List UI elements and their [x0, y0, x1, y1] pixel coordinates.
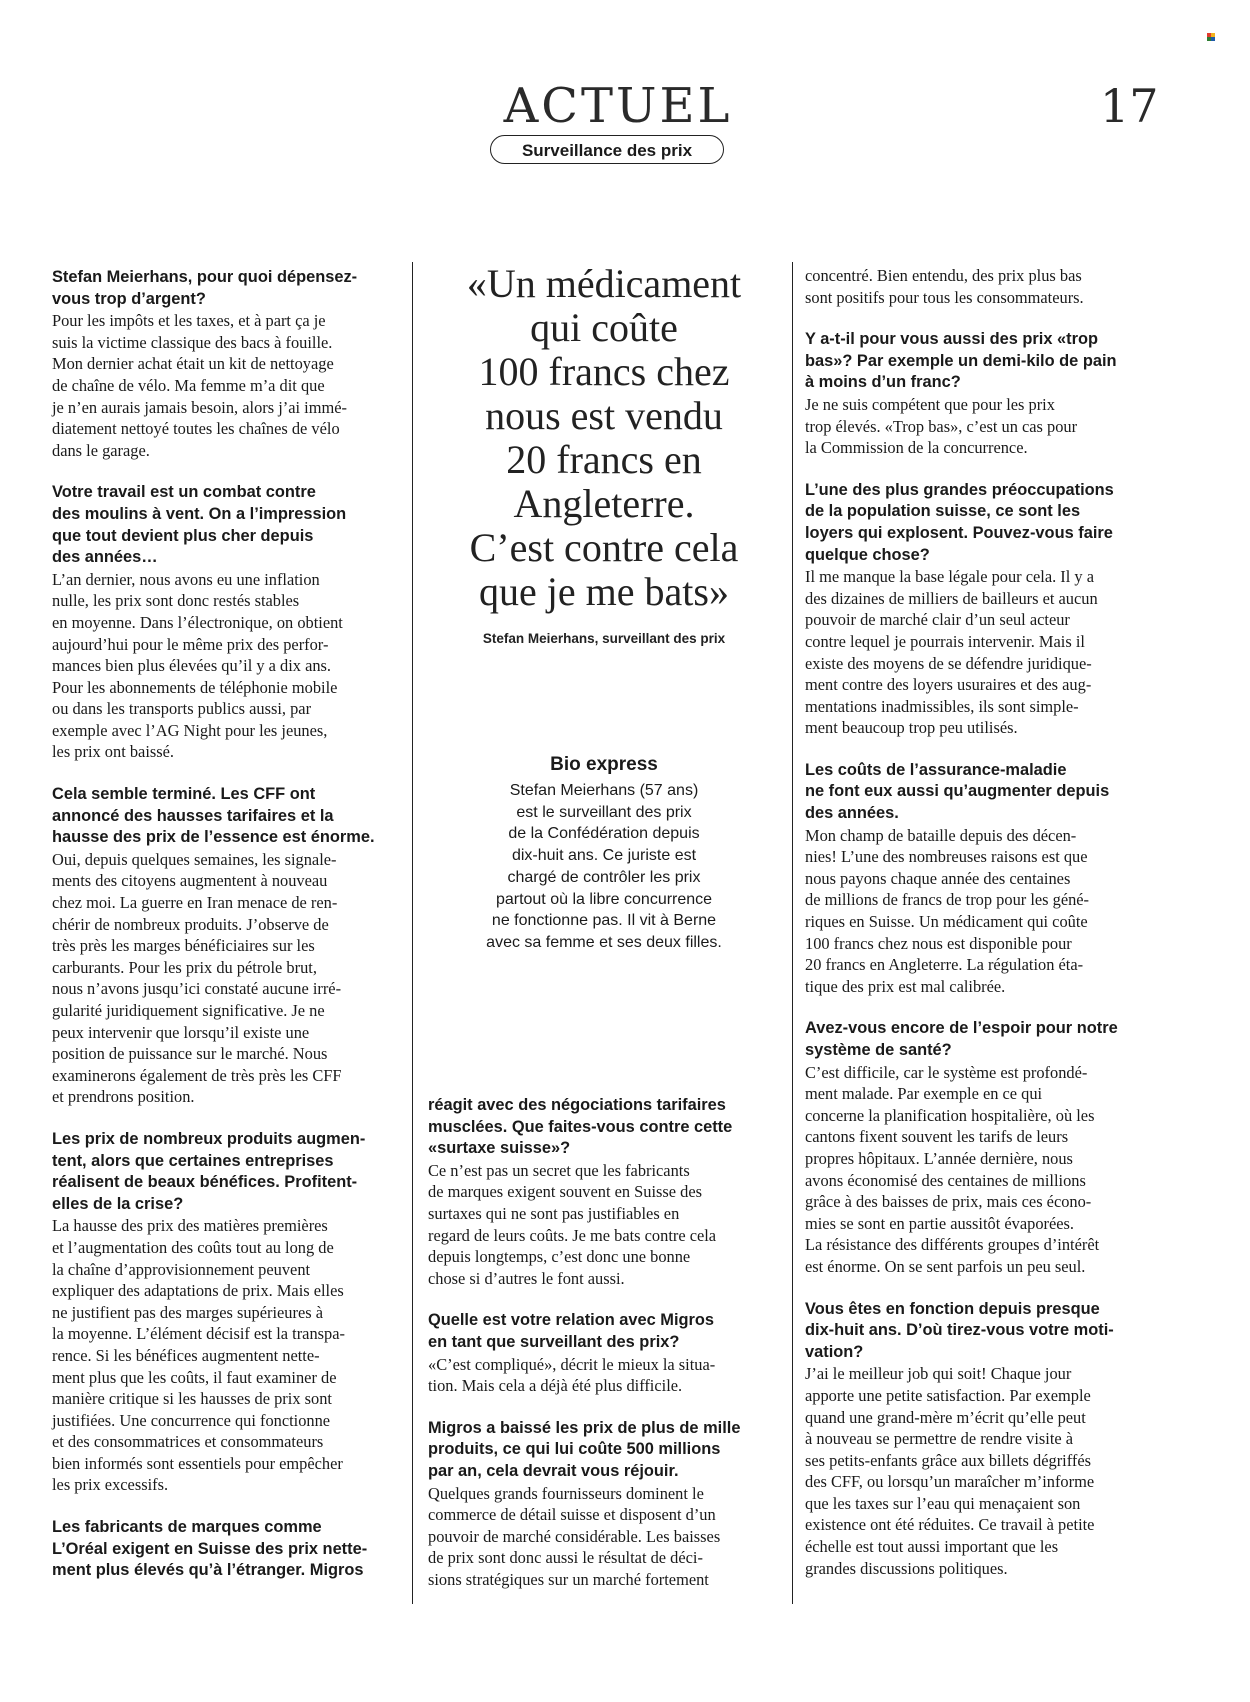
interview-answer-line: des CFF, ou lorsqu’un maraîcher m’informe: [805, 1472, 1095, 1492]
bio-line: partout où la libre concurrence: [495, 890, 713, 908]
interview-answer-line: pouvoir de marché considérable. Les baisses: [428, 1526, 721, 1546]
interview-question-line: L’une des plus grandes préoccupations: [805, 480, 1114, 499]
interview-answer-line: propres hôpitaux. L’année dernière, nous: [805, 1148, 1073, 1168]
interview-question: [805, 480, 1150, 566]
interview-answer: [52, 569, 394, 763]
interview-answer: [805, 566, 1150, 739]
interview-answer-line: depuis longtemps, c’est donc une bonne: [428, 1247, 691, 1267]
pull-quote-line: nous est vendu: [485, 393, 723, 438]
interview-answer-line: existence ont été réduites. Ce travail à petite: [805, 1515, 1095, 1535]
interview-question-line: dix-huit ans. D’où tirez-vous votre moti-: [805, 1321, 1114, 1340]
pull-quote-line: 100 francs chez: [478, 349, 730, 394]
interview-answer: [805, 825, 1150, 998]
interview-answer-line: apporte une petite satisfaction. Par exemple: [805, 1385, 1091, 1405]
interview-question: [805, 760, 1150, 825]
interview-answer-line: mentations inadmissibles, ils sont simple-: [805, 696, 1079, 716]
interview-answer-line: dans le garage.: [52, 440, 150, 460]
interview-answer: [428, 1354, 778, 1397]
column-divider-right: [792, 262, 793, 1604]
interview-answer-line: la chaîne d’approvisionnement peuvent: [52, 1259, 311, 1279]
interview-answer-line: et des consommatrices et consommateurs: [52, 1432, 324, 1452]
interview-answer-line: les prix excessifs.: [52, 1475, 169, 1495]
interview-question: [52, 267, 394, 310]
article-column-3: [805, 265, 1150, 1600]
interview-answer-line: des dizaines de milliers de bailleurs et aucun: [805, 588, 1098, 608]
interview-answer: [52, 849, 394, 1108]
bio-text: [460, 780, 748, 954]
interview-question-line: musclées. Que faites-vous contre cette: [428, 1117, 733, 1136]
rubric-badge: Surveillance des prix: [490, 135, 724, 164]
interview-answer-line: cantons fixent souvent les tarifs de leurs: [805, 1127, 1069, 1147]
interview-question-line: annoncé des hausses tarifaires et la: [52, 806, 334, 825]
interview-question-line: Avez-vous encore de l’espoir pour notre: [805, 1019, 1118, 1038]
interview-question: [805, 1018, 1150, 1061]
interview-answer-line: diatement nettoyé toutes les chaînes de vélo: [52, 419, 340, 439]
bio-line: avec sa femme et ses deux filles.: [486, 933, 722, 951]
interview-answer-line: ne justifient pas des marges supérieures à: [52, 1302, 323, 1322]
interview-answer-line: La hausse des prix des matières premières: [52, 1216, 328, 1236]
interview-answer-line: la moyenne. L’élément décisif est la transpa-: [52, 1324, 345, 1344]
interview-question-line: des années.: [805, 804, 899, 823]
interview-question-line: Stefan Meierhans, pour quoi dépensez-: [52, 268, 358, 286]
interview-answer-line: est énorme. On se sent parfois un peu seul.: [805, 1256, 1086, 1276]
interview-answer-line: «C’est compliqué», décrit le mieux la situa-: [428, 1354, 716, 1374]
interview-question-line: Votre travail est un combat contre: [52, 483, 316, 502]
interview-question-line: Y a-t-il pour vous aussi des prix «trop: [805, 330, 1098, 349]
interview-answer-line: gularité juridiquement significative. Je ne: [52, 1001, 325, 1020]
interview-answer-line: grâce à des baisses de prix, mais ces écono-: [805, 1192, 1092, 1212]
interview-answer-line: existe des moyens de se défendre juridique-: [805, 653, 1092, 673]
interview-answer-line: justifiées. Une concurrence qui fonctionne: [52, 1410, 331, 1430]
interview-answer-line: manière critique si les hausses de prix sont: [52, 1389, 332, 1409]
interview-question-line: «surtaxe suisse»?: [428, 1139, 571, 1158]
interview-answer: [428, 1160, 778, 1290]
bio-line: de la Confédération depuis: [508, 825, 700, 843]
pull-quote-line: 20 francs en: [506, 437, 702, 482]
section-title: ACTUEL: [503, 78, 733, 134]
interview-answer-line: J’ai le meilleur job qui soit! Chaque jour: [805, 1364, 1072, 1384]
interview-answer-line: nies! L’une des nombreuses raisons est que: [805, 847, 1088, 867]
pull-quote-line: C’est contre cela: [469, 525, 739, 570]
interview-answer-line: la Commission de la concurrence.: [805, 438, 1028, 458]
interview-question-line: Les fabricants de marques comme: [52, 1518, 322, 1537]
pull-quote-line: que je me bats»: [479, 569, 729, 614]
interview-answer-line: nous n’avons jusqu’ici constaté aucune irré-: [52, 979, 342, 999]
page-number: 17: [1100, 79, 1159, 133]
interview-answer-line: échelle est tout aussi important que les: [805, 1537, 1059, 1557]
interview-answer-line: commerce de détail suisse et disposent d’un: [428, 1505, 716, 1525]
interview-answer-line: regard de leurs coûts. Je me bats contre cela: [428, 1225, 717, 1245]
interview-answer: [805, 1062, 1150, 1278]
interview-answer-line: 100 francs chez nous est disponible pour: [805, 933, 1072, 953]
interview-answer-line: tion. Mais cela a déjà été plus difficile.: [428, 1376, 683, 1396]
interview-question-line: quelque chose?: [805, 545, 930, 564]
interview-question-line: à moins d’un franc?: [805, 373, 961, 392]
interview-question-line: des moulins à vent. On a l’impression: [52, 504, 347, 523]
interview-answer-line: concerne la planification hospitalière, où les: [805, 1105, 1095, 1125]
interview-question-line: par an, cela devrait vous réjouir.: [428, 1461, 679, 1480]
bio-line: Stefan Meierhans (57 ans): [509, 782, 699, 799]
bio-line: est le surveillant des prix: [516, 803, 692, 821]
interview-answer-line: peux intervenir que lorsqu’il existe une: [52, 1022, 310, 1042]
interview-question-line: ne font eux aussi qu’augmenter depuis: [805, 782, 1110, 801]
interview-question-line: vous trop d’argent?: [52, 289, 206, 308]
interview-answer-line: tique des prix est mal calibrée.: [805, 976, 1006, 996]
interview-answer-line: riques en Suisse. Un médicament qui coûte: [805, 912, 1088, 932]
interview-answer-line: de marques exigent souvent en Suisse des: [428, 1182, 703, 1202]
interview-answer-line: concentré. Bien entendu, des prix plus bas: [805, 266, 1082, 285]
interview-question-line: réagit avec des négociations tarifaires: [428, 1096, 726, 1114]
interview-answer-line: ment contre des loyers usuraires et des aug-: [805, 675, 1092, 695]
interview-question: [428, 1095, 778, 1160]
interview-answer-line: Mon champ de bataille depuis des décen-: [805, 825, 1077, 845]
bio-line: dix-huit ans. Ce juriste est: [511, 847, 697, 865]
interview-answer-line: examinerons également de très près les CFF: [52, 1065, 342, 1085]
interview-answer-line: ment beaucoup trop peu utilisés.: [805, 718, 1018, 738]
interview-answer-line: Je ne suis compétent que pour les prix: [805, 394, 1055, 414]
article-column-2: [428, 1095, 778, 1611]
interview-answer-line: C’est difficile, car le système est profondé-: [805, 1062, 1088, 1082]
interview-question-line: Quelle est votre relation avec Migros: [428, 1311, 715, 1330]
column-divider-left: [412, 262, 413, 1604]
interview-answer-line: que les taxes sur l’eau qui menaçaient son: [805, 1493, 1081, 1513]
interview-answer-line: en moyenne. Dans l’électronique, on obtient: [52, 612, 343, 632]
interview-answer-line: de chaîne de vélo. Ma femme m’a dit que: [52, 375, 325, 395]
interview-question-line: réalisent de beaux bénéfices. Profitent-: [52, 1173, 358, 1192]
interview-question-line: vation?: [805, 1342, 864, 1361]
interview-question-line: Migros a baissé les prix de plus de mille: [428, 1418, 741, 1437]
interview-answer-line: et l’augmentation des coûts tout au long de: [52, 1237, 334, 1257]
interview-question-line: produits, ce qui lui coûte 500 millions: [428, 1440, 721, 1459]
interview-question-line: elles de la crise?: [52, 1194, 184, 1213]
interview-answer-line: à nouveau se permettre de rendre visite à: [805, 1429, 1074, 1449]
publisher-logo-mark: [1207, 33, 1215, 41]
interview-answer-line: sions stratégiques sur un marché fortement: [428, 1569, 709, 1589]
interview-answer-line: les prix ont baissé.: [52, 742, 175, 762]
interview-answer-line: nulle, les prix sont donc restés stables: [52, 591, 300, 611]
article-column-1: [52, 267, 394, 1582]
bio-title: Bio express: [550, 754, 658, 775]
interview-answer-line: chose si d’autres le font aussi.: [428, 1268, 625, 1288]
interview-answer: [428, 1483, 778, 1591]
interview-question: [52, 482, 394, 568]
interview-question-line: que tout devient plus cher depuis: [52, 526, 314, 545]
interview-question-line: en tant que surveillant des prix?: [428, 1332, 680, 1351]
interview-question: [52, 784, 394, 849]
interview-question-line: Les prix de nombreux produits augmen-: [52, 1129, 366, 1148]
interview-answer-line: chérir de nombreux produits. J’observe de: [52, 914, 329, 934]
interview-answer-line: sont positifs pour tous les consommateurs.: [805, 287, 1084, 307]
interview-answer-line: surtaxes qui ne sont pas justifiables en: [428, 1203, 680, 1223]
interview-answer-line: Quelques grands fournisseurs dominent le: [428, 1483, 704, 1503]
interview-answer-line: position de puissance sur le marché. Nous: [52, 1044, 328, 1064]
interview-answer-line: avons économisé des centaines de millions: [805, 1170, 1086, 1190]
interview-answer-line: carburants. Pour les prix du pétrole brut,: [52, 957, 317, 977]
pull-quote-source: Stefan Meierhans, surveillant des prix: [482, 631, 726, 646]
interview-answer-line: expliquer des adaptations de prix. Mais elles: [52, 1281, 344, 1301]
interview-answer-line: quand une grand-mère m’écrit qu’elle peut: [805, 1407, 1086, 1427]
interview-question-line: système de santé?: [805, 1041, 952, 1059]
bio-line: chargé de contrôler les prix: [507, 868, 701, 886]
interview-answer-line: mances bien plus élevées qu’il y a dix ans.: [52, 656, 332, 676]
interview-question: [428, 1310, 778, 1353]
interview-question-line: des années…: [52, 548, 158, 567]
interview-question: [52, 1517, 394, 1582]
interview-answer-line: suis la victime classique des bacs à fouille.: [52, 332, 333, 352]
interview-answer: [805, 1363, 1150, 1579]
interview-answer-line: Il me manque la base légale pour cela. Il y a: [805, 567, 1094, 587]
interview-question-line: loyers qui explosent. Pouvez-vous faire: [805, 523, 1113, 542]
interview-question-line: de la population suisse, ce sont les: [805, 502, 1081, 521]
interview-answer: [805, 394, 1150, 459]
interview-answer-line: exemple avec l’AG Night pour les jeunes,: [52, 720, 328, 740]
interview-answer: [52, 310, 394, 461]
interview-answer-line: chez moi. La guerre en Iran menace de ren-: [52, 893, 338, 913]
interview-answer-line: Oui, depuis quelques semaines, les signale-: [52, 849, 337, 869]
interview-answer-line: ments des citoyens augmentent à nouveau: [52, 871, 328, 891]
interview-answer-line: trop élevés. «Trop bas», c’est un cas pour: [805, 416, 1078, 436]
interview-answer-line: 20 francs en Angleterre. La régulation éta-: [805, 955, 1084, 975]
interview-question-line: hausse des prix de l’essence est énorme.: [52, 828, 375, 847]
interview-answer-line: ment malade. Par exemple en ce qui: [805, 1084, 1043, 1104]
interview-answer-line: La résistance des différents groupes d’intérêt: [805, 1235, 1100, 1255]
interview-question: [805, 329, 1150, 394]
interview-answer-line: je n’en aurais jamais besoin, alors j’ai immé-: [52, 397, 347, 417]
interview-question-line: Les coûts de l’assurance-maladie: [805, 760, 1067, 779]
interview-answer: [52, 1215, 394, 1496]
interview-answer-line: Ce n’est pas un secret que les fabricants: [428, 1160, 690, 1180]
interview-answer-line: Pour les impôts et les taxes, et à part ça je: [52, 311, 326, 331]
bio-line: ne fonctionne pas. Il vit à Berne: [491, 912, 717, 930]
pull-quote-line: qui coûte: [530, 305, 678, 350]
pull-quote: [420, 262, 788, 614]
interview-answer: [805, 265, 1150, 308]
interview-answer-line: grandes discussions politiques.: [805, 1558, 1008, 1578]
pull-quote-line: Angleterre.: [513, 481, 695, 526]
interview-answer-line: et prendrons position.: [52, 1087, 195, 1107]
interview-answer-line: aujourd’hui pour le même prix des perfor-: [52, 634, 329, 654]
interview-question-line: ment plus élevés qu’à l’étranger. Migros: [52, 1561, 364, 1580]
interview-answer-line: pouvoir de marché clair d’un seul acteur: [805, 610, 1070, 630]
interview-answer-line: contre lequel je pourrais intervenir. Mais il: [805, 631, 1085, 651]
interview-question-line: L’Oréal exigent en Suisse des prix nette-: [52, 1539, 368, 1558]
interview-answer-line: L’an dernier, nous avons eu une inflation: [52, 569, 320, 589]
interview-question-line: Vous êtes en fonction depuis presque: [805, 1299, 1100, 1318]
interview-answer-line: ses petits-enfants grâce aux billets dégriffés: [805, 1450, 1091, 1470]
interview-question: [428, 1418, 778, 1483]
pull-quote-line: «Un médicament: [466, 261, 742, 306]
interview-answer-line: ment plus que les coûts, il faut examiner de: [52, 1367, 337, 1387]
interview-answer-line: très près les marges bénéficiaires sur les: [52, 936, 315, 956]
interview-answer-line: Pour les abonnements de téléphonie mobile: [52, 677, 338, 697]
interview-answer-line: mies se sont en partie aussitôt évaporées.: [805, 1213, 1075, 1233]
interview-question-line: tent, alors que certaines entreprises: [52, 1151, 334, 1170]
interview-answer-line: nous payons chaque année des centaines: [805, 868, 1071, 888]
interview-question-line: bas»? Par exemple un demi-kilo de pain: [805, 351, 1117, 370]
interview-answer-line: bien informés sont essentiels pour empêcher: [52, 1453, 343, 1473]
interview-answer-line: de prix sont donc aussi le résultat de déci-: [428, 1548, 703, 1568]
interview-answer-line: Mon dernier achat était un kit de nettoyage: [52, 354, 334, 374]
interview-question-line: Cela semble terminé. Les CFF ont: [52, 785, 316, 804]
interview-answer-line: ou dans les transports publics aussi, par: [52, 699, 312, 719]
interview-answer-line: de millions de francs de trop pour les géné-: [805, 890, 1090, 910]
interview-answer-line: rence. Si les bénéfices augmentent nette-: [52, 1345, 320, 1365]
interview-question: [805, 1299, 1150, 1364]
interview-question: [52, 1129, 394, 1215]
